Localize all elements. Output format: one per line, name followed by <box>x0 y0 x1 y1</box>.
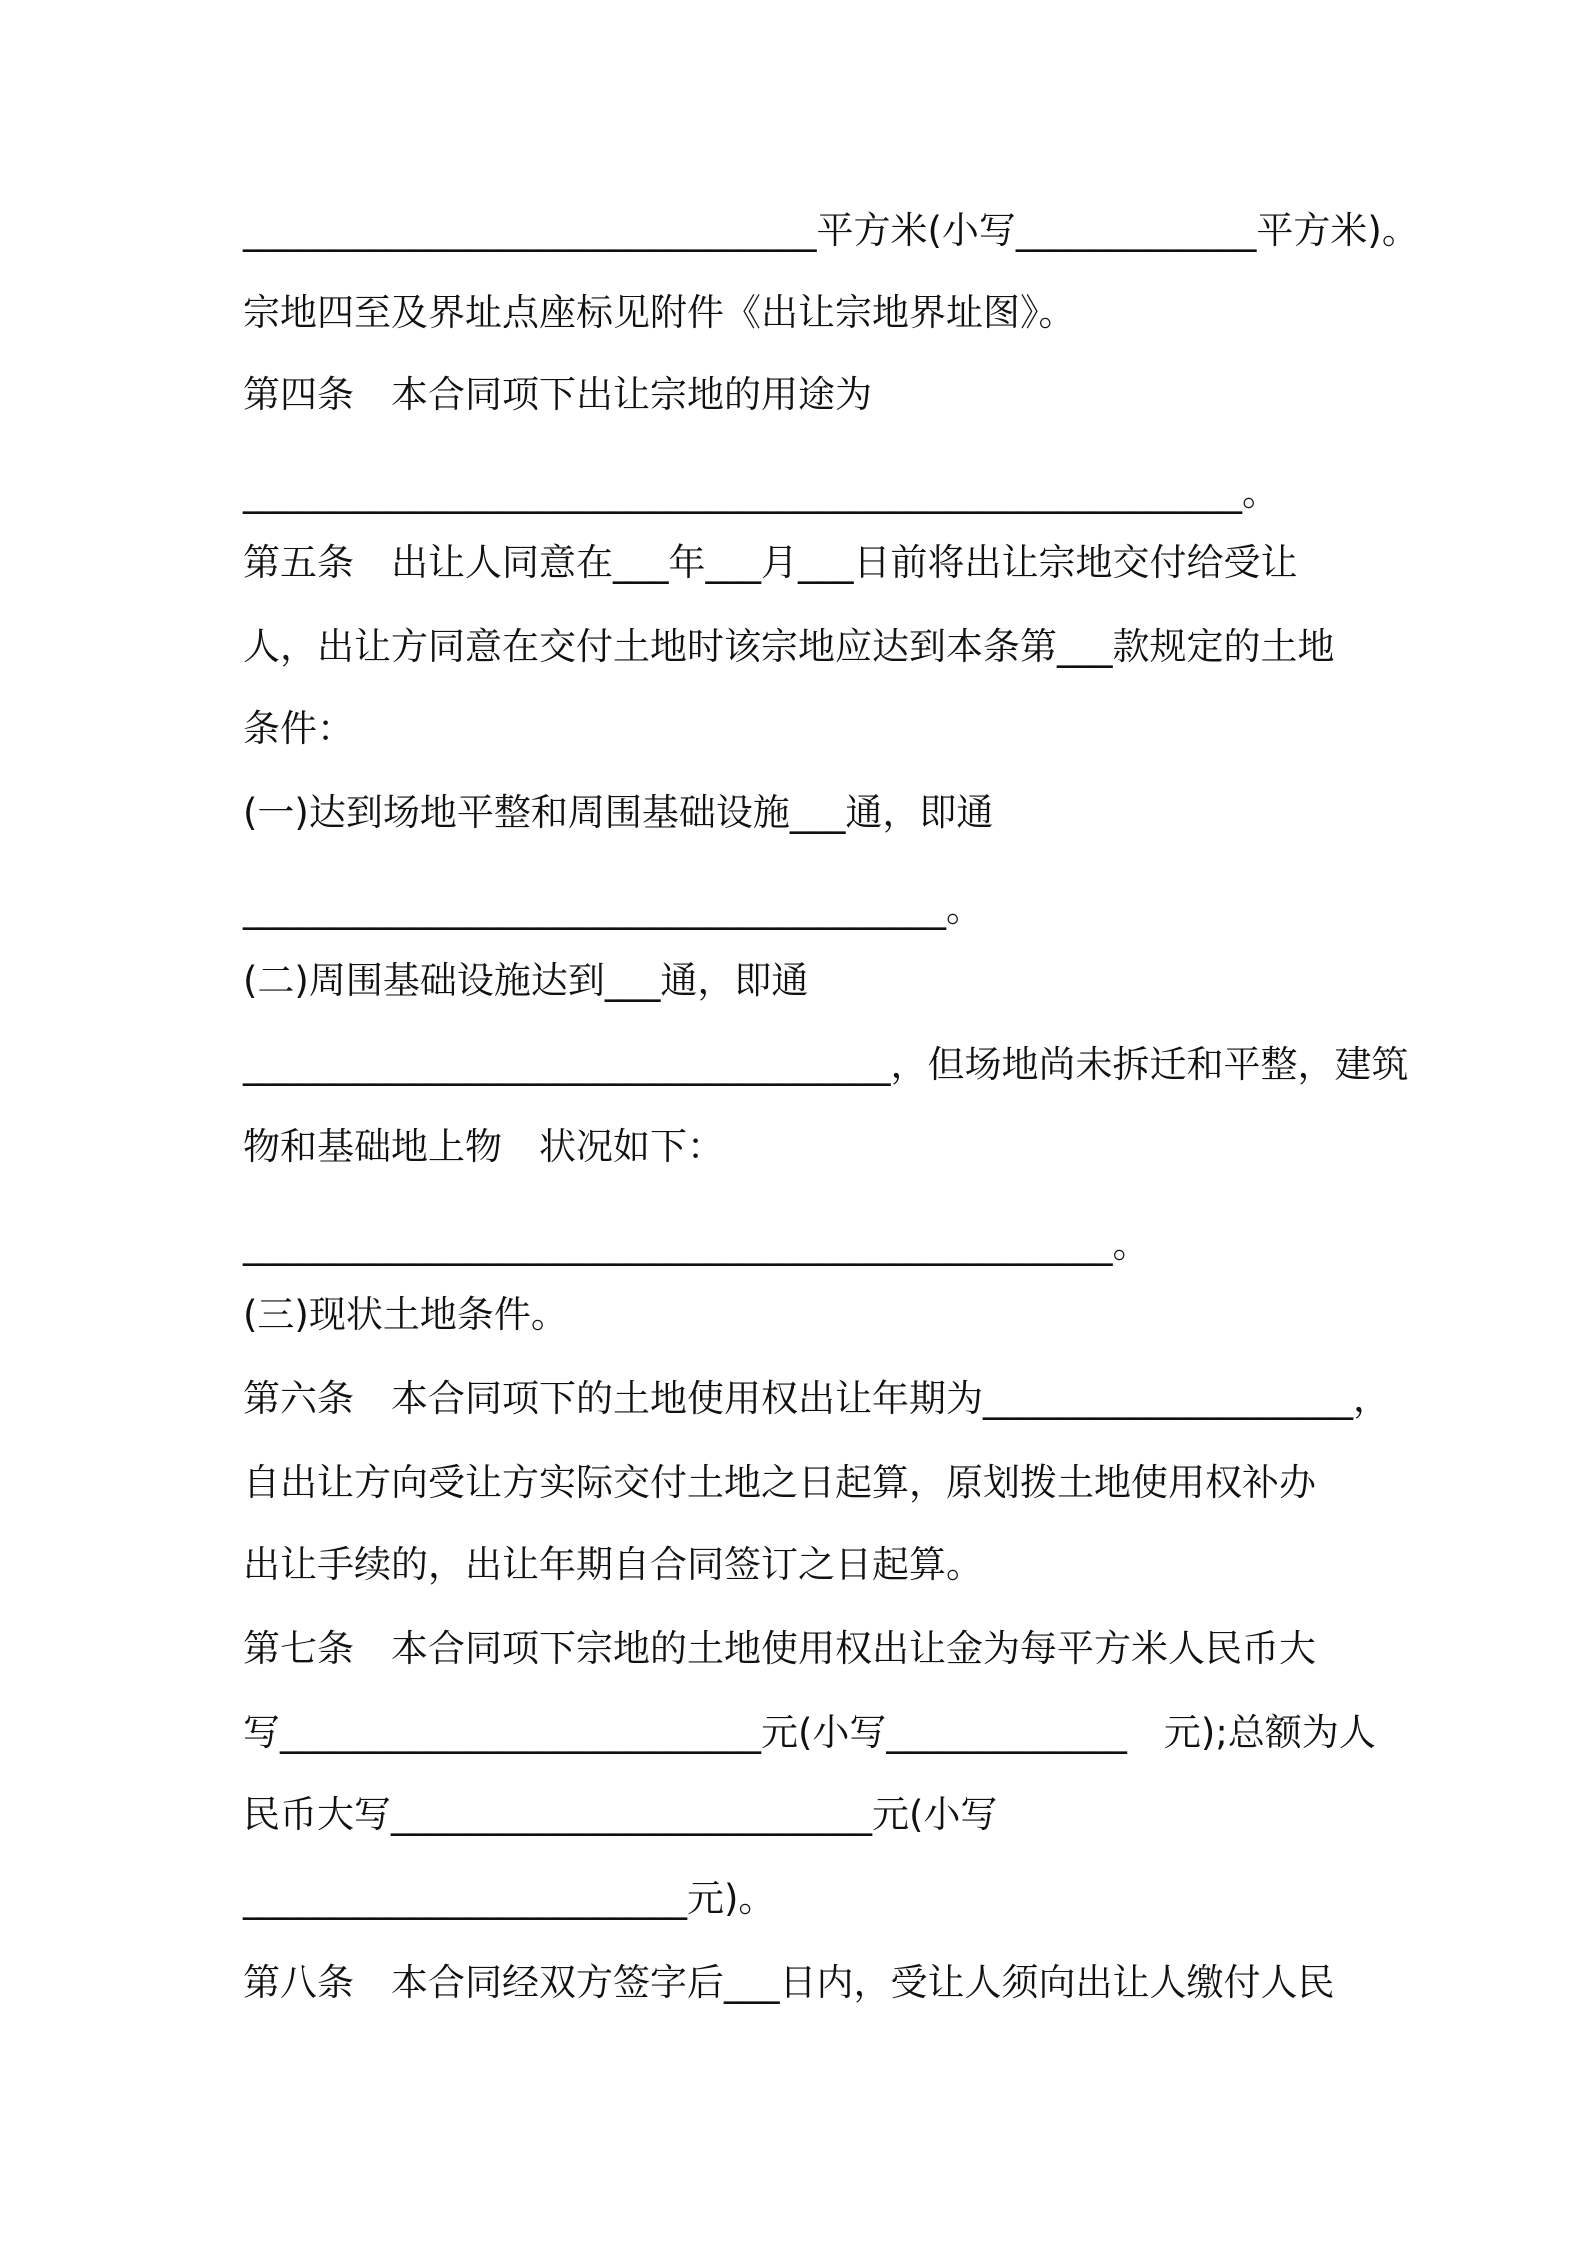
text-line-10: (二)周围基础设施达到___通，即通 <box>243 959 809 1002</box>
text-line-16: 自出让方向受让方实际交付土地之日起算，原划拨土地使用权补办 <box>243 1461 1316 1504</box>
text-line-17: 出让手续的，出让年期自合同签订之日起算。 <box>243 1543 983 1586</box>
text-line-13: _______________________________________________。 <box>243 1223 1150 1266</box>
text-line-7: 条件： <box>243 707 354 750</box>
text-line-4: ______________________________________________________。 <box>243 471 1279 514</box>
text-line-21: ________________________元)。 <box>243 1877 776 1920</box>
text-line-2: 宗地四至及界址点座标见附件《出让宗地界址图》。 <box>243 291 1076 334</box>
text-line-3: 第四条 本合同项下出让宗地的用途为 <box>243 373 872 416</box>
text-line-1: _______________________________平方米(小写_____________平方米)。 <box>243 209 1419 252</box>
text-line-20: 民币大写__________________________元(小写 <box>243 1793 998 1836</box>
text-line-15: 第六条 本合同项下的土地使用权出让年期为____________________， <box>243 1377 1390 1420</box>
text-line-18: 第七条 本合同项下宗地的土地使用权出让金为每平方米人民币大 <box>243 1627 1316 1670</box>
text-line-5: 第五条 出让人同意在___年___月___日前将出让宗地交付给受让 <box>243 541 1298 584</box>
text-line-8: (一)达到场地平整和周围基础设施___通，即通 <box>243 791 994 834</box>
text-line-11: ___________________________________，但场地尚未拆迁和平整，建筑 <box>243 1043 1409 1086</box>
text-line-19: 写__________________________元(小写_____________ 元);总额为人 <box>243 1711 1376 1754</box>
text-line-14: (三)现状土地条件。 <box>243 1293 568 1336</box>
text-line-6: 人，出让方同意在交付土地时该宗地应达到本条第___款规定的土地 <box>243 625 1335 668</box>
text-line-12: 物和基础地上物 状况如下： <box>243 1125 724 1168</box>
text-line-22: 第八条 本合同经双方签字后___日内，受让人须向出让人缴付人民 <box>243 1961 1335 2004</box>
text-line-9: ______________________________________。 <box>243 887 983 930</box>
